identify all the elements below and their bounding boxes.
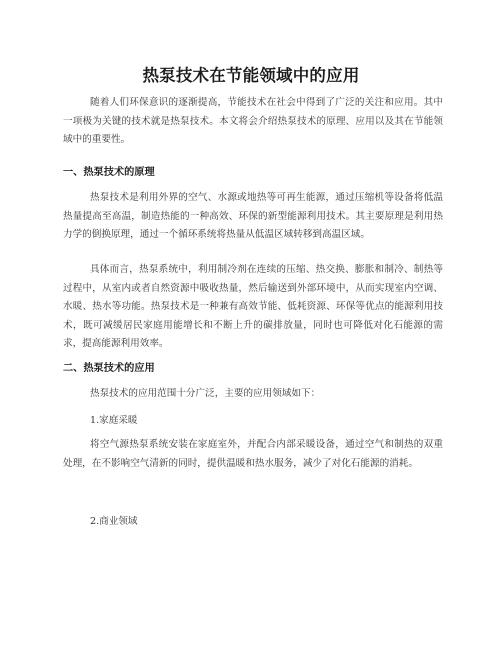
section-2-item-2-label-block: [63, 515, 443, 529]
section-2-item-1-label: 1.家庭采暖: [90, 415, 138, 426]
section-1-paragraph-1-block: [63, 189, 443, 245]
section-1-heading: 一、热泵技术的原理: [63, 167, 155, 178]
intro-paragraph: 随着人们环保意识的逐渐提高，节能技术在社会中得到了广泛的关注和应用。其中一项极为关键的技术就是热泵技术。本文将会介绍热泵技术的原理、应用以及其在节能领域中的重要性。: [63, 97, 443, 146]
section-2-heading-block: [63, 362, 443, 376]
section-2-intro: 热泵技术的应用范围十分广泛，主要的应用领域如下：: [90, 388, 321, 399]
section-2-item-1-text: 将空气源热泵系统安装在家庭室外，并配合内部采暖设备，通过空气和制热的双重处理，在不影响空气清新的同时，提供温暖和热水服务，减少了对化石能源的消耗。: [63, 439, 443, 469]
section-1-paragraph-2: 具体而言，热泵系统中，利用制冷剂在连续的压缩、热交换、膨胀和制冷、制热等过程中，从室内或者自然资源中吸收热量，然后输送到外部环境中，从而实现室内空调、水暖、热水等功能。热泵技术是一种兼有高效节能、低耗资源、环保等优点的能源利用技术，既可减缓居民家庭用能增长和不断上升的碳排放量，同时也可降低对化石能源的需求，提高能源利用效率。: [63, 264, 443, 350]
section-1-heading-block: [63, 166, 443, 180]
intro-paragraph-block: [63, 94, 443, 150]
section-2-item-1-text-block: [63, 436, 443, 473]
section-2-heading: 二、热泵技术的应用: [63, 363, 155, 374]
section-2-item-2-label: 2.商业领域: [90, 516, 138, 527]
section-2-intro-block: [63, 385, 443, 404]
section-1-paragraph-1: 热泵技术是利用外界的空气、水源或地热等可再生能源，通过压缩机等设备将低温热量提高至高温，制造热能的一种高效、环保的新型能源利用技术。其主要原理是利用热力学的倒换原理，通过一个循环系统将热量从低温区域转移到高温区域。: [63, 192, 443, 241]
document-title: 热泵技术在节能领域中的应用: [142, 66, 360, 85]
section-1-paragraph-2-block: [63, 261, 443, 354]
section-2-item-1-label-block: [63, 414, 443, 428]
